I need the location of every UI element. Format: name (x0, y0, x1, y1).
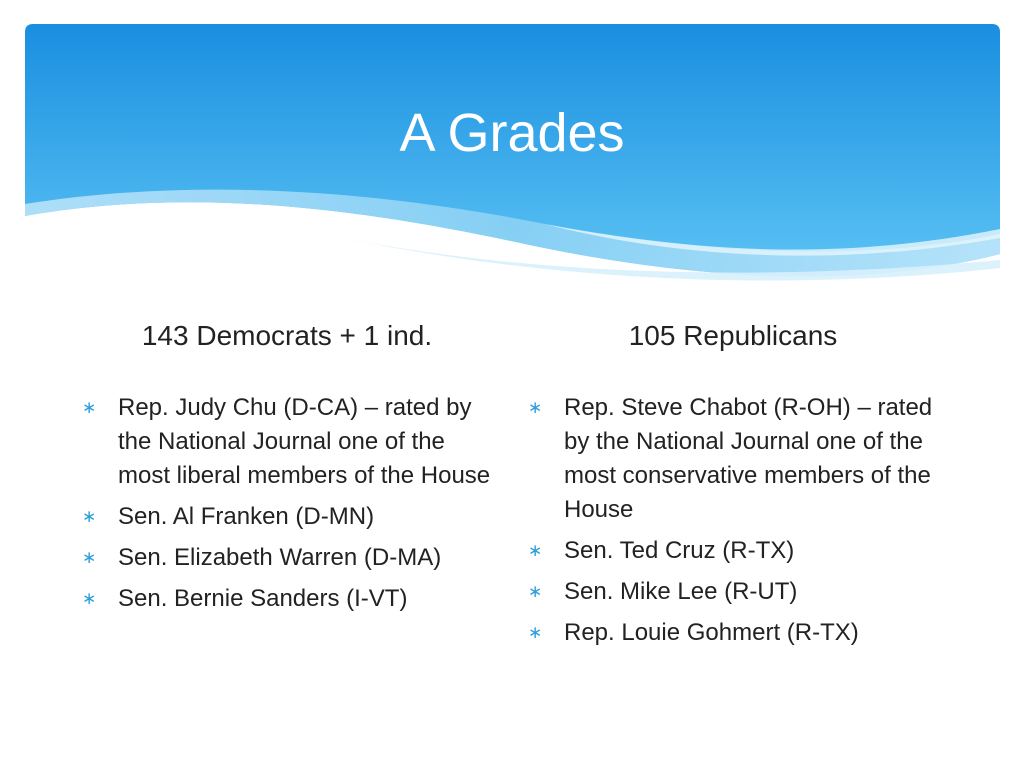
asterisk-bullet-icon: ∗ (528, 582, 543, 601)
list-item-text: Sen. Bernie Sanders (I-VT) (118, 585, 408, 612)
title-banner (25, 24, 1000, 294)
list-item (82, 541, 492, 575)
list-item (82, 582, 492, 616)
list-item (528, 575, 938, 609)
republicans-column (528, 316, 938, 657)
list-item (528, 616, 938, 650)
list-item-text: Sen. Ted Cruz (R-TX) (564, 537, 795, 564)
list-item-text: Rep. Judy Chu (D-CA) – rated by the National Journal one of the most liberal members of the House (118, 394, 491, 489)
list-item-text: Rep. Steve Chabot (R-OH) – rated by the National Journal one of the most conservative members of the House (564, 394, 933, 523)
list-item (528, 391, 938, 527)
asterisk-bullet-icon: ∗ (528, 541, 543, 560)
list-item (528, 534, 938, 568)
list-item-text: Sen. Al Franken (D-MN) (118, 503, 375, 530)
republicans-list (528, 391, 938, 650)
asterisk-bullet-icon: ∗ (528, 398, 543, 417)
asterisk-bullet-icon: ∗ (82, 507, 97, 526)
list-item-text: Sen. Elizabeth Warren (D-MA) (118, 544, 442, 571)
asterisk-bullet-icon: ∗ (82, 548, 97, 567)
list-item-text: Sen. Mike Lee (R-UT) (564, 578, 798, 605)
asterisk-bullet-icon: ∗ (82, 398, 97, 417)
asterisk-bullet-icon: ∗ (528, 623, 543, 642)
democrats-list (82, 391, 492, 616)
republicans-heading: 105 Republicans (628, 320, 838, 351)
slide-title: A Grades (399, 103, 625, 163)
list-item (82, 500, 492, 534)
democrats-column (82, 316, 492, 623)
list-item (82, 391, 492, 493)
list-item-text: Rep. Louie Gohmert (R-TX) (564, 619, 859, 646)
democrats-heading: 143 Democrats + 1 ind. (141, 320, 433, 351)
asterisk-bullet-icon: ∗ (82, 589, 97, 608)
